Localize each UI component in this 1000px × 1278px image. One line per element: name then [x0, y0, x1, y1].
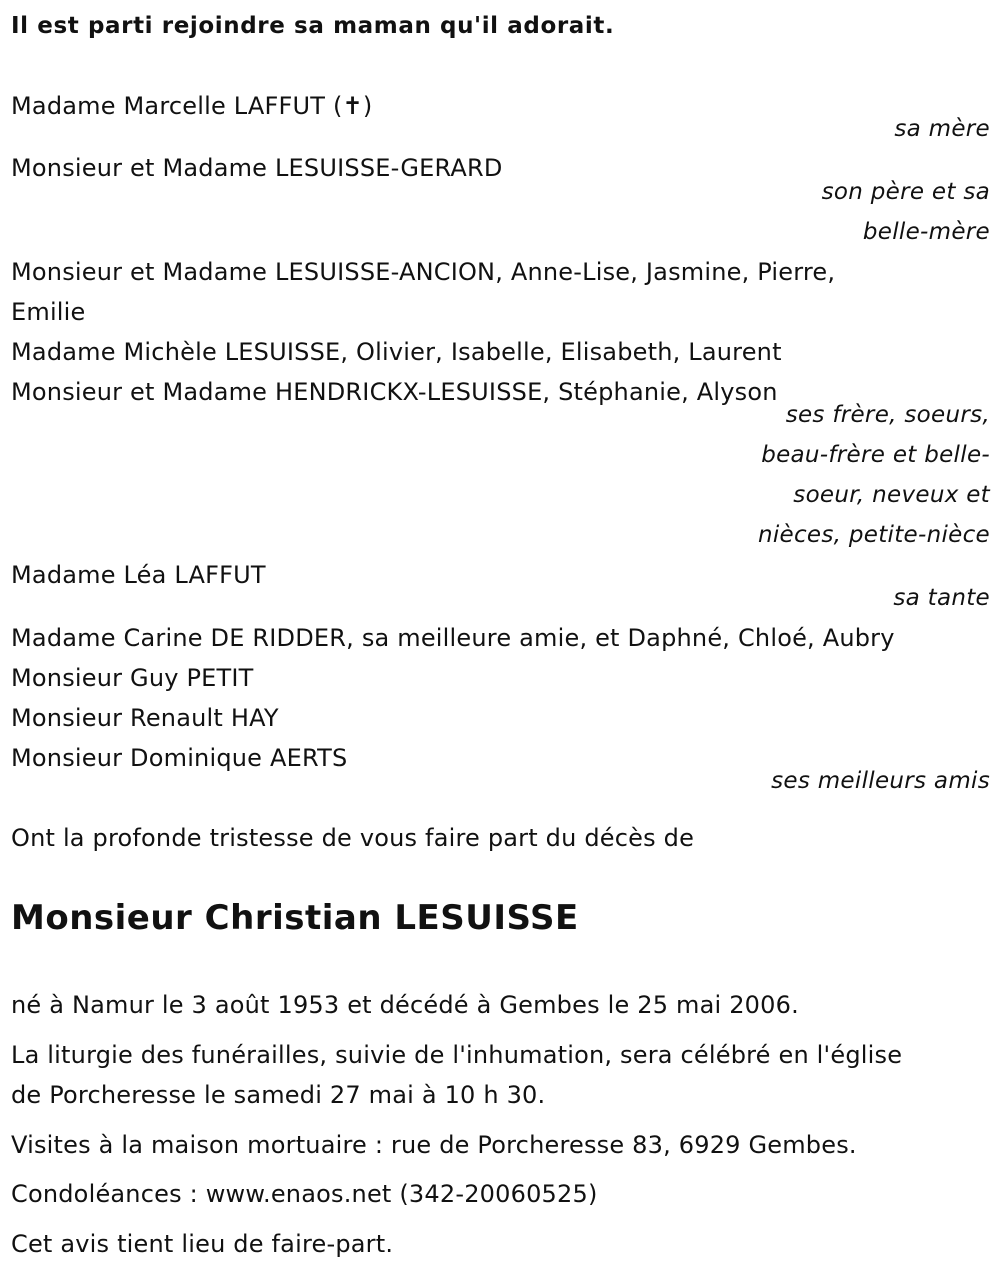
family-name-line: Emilie: [11, 298, 86, 326]
family-name-line: Madame Léa LAFFUT: [11, 561, 266, 589]
detail-line: Cet avis tient lieu de faire-part.: [11, 1230, 394, 1258]
relation-label: sa tante: [893, 585, 990, 611]
detail-line: La liturgie des funérailles, suivie de l'inhumation, sera célébré en l'église: [11, 1041, 903, 1069]
relation-label: ses frère, soeurs,: [785, 402, 990, 428]
detail-line: Visites à la maison mortuaire : rue de Porcheresse 83, 6929 Gembes.: [11, 1131, 857, 1159]
detail-line: de Porcheresse le samedi 27 mai à 10 h 30.: [11, 1081, 546, 1109]
relation-label: ses meilleurs amis: [771, 768, 990, 794]
relation-label: nièces, petite-nièce: [757, 522, 990, 548]
detail-line: né à Namur le 3 août 1953 et décédé à Gembes le 25 mai 2006.: [11, 991, 799, 1019]
relation-label: soeur, neveux et: [793, 482, 990, 508]
announcement-line: Ont la profonde tristesse de vous faire part du décès de: [11, 824, 695, 852]
family-name-line: Monsieur et Madame LESUISSE-GERARD: [11, 154, 503, 182]
family-name-line: Monsieur et Madame HENDRICKX-LESUISSE, Stéphanie, Alyson: [11, 378, 778, 406]
family-name-line: Monsieur et Madame LESUISSE-ANCION, Anne-Lise, Jasmine, Pierre,: [11, 258, 836, 286]
relation-label: son père et sa: [821, 179, 990, 205]
relation-label: beau-frère et belle-: [761, 442, 990, 468]
relation-label: sa mère: [894, 116, 990, 142]
deceased-name: Monsieur Christian LESUISSE: [11, 898, 579, 938]
family-name-line: Madame Marcelle LAFFUT (✝): [11, 92, 373, 120]
detail-line: Condoléances : www.enaos.net (342-20060525): [11, 1180, 598, 1208]
family-name-line: Madame Carine DE RIDDER, sa meilleure amie, et Daphné, Chloé, Aubry: [11, 624, 895, 652]
family-name-line: Monsieur Renault HAY: [11, 704, 279, 732]
relation-label: belle-mère: [862, 219, 990, 245]
family-name-line: Madame Michèle LESUISSE, Olivier, Isabelle, Elisabeth, Laurent: [11, 338, 782, 366]
intro-line: Il est parti rejoindre sa maman qu'il adorait.: [11, 13, 615, 39]
family-name-line: Monsieur Dominique AERTS: [11, 744, 348, 772]
family-name-line: Monsieur Guy PETIT: [11, 664, 254, 692]
